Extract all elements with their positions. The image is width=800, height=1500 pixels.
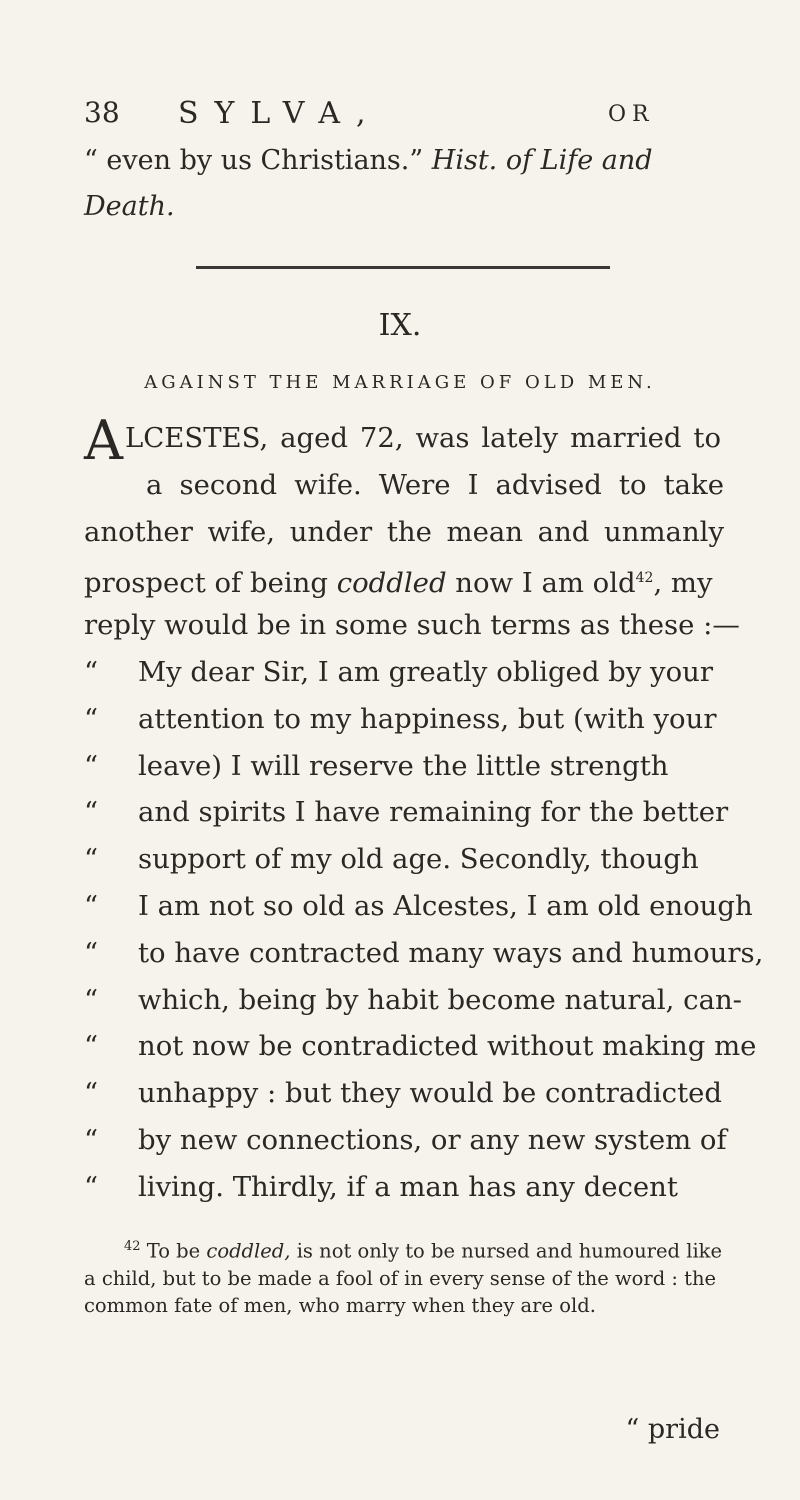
running-title-or: OR: [608, 102, 655, 127]
body-line: “ living. Thirdly, if a man has any decent: [84, 1170, 678, 1203]
catchword: “ pride: [625, 1414, 720, 1445]
body-line: reply would be in some such terms as these :—: [84, 609, 740, 642]
body-line: another wife, under the mean and unmanly: [84, 515, 724, 548]
body-line: “ by new connections, or any new system of: [84, 1123, 727, 1156]
body-line: prospect of being coddled now I am old$^{42}$, my: [84, 567, 713, 600]
body-line: “ which, being by habit become natural, can-: [84, 983, 742, 1016]
body-line: “ not now be contradicted without making me: [84, 1030, 757, 1063]
body-line: “ leave) I will reserve the little strength: [84, 749, 669, 782]
body-line: “ attention to my happiness, but (with your: [84, 702, 717, 735]
footnote-text: is not only to be nursed and humoured like a child, but to be made a fool of in every sense of the word : the common fate of men, who marry when they are old.: [84, 1239, 723, 1317]
section-divider: [196, 266, 610, 269]
footnote-marker: 42: [124, 1239, 141, 1254]
section-heading: AGAINST THE MARRIAGE OF OLD MEN.: [144, 372, 656, 393]
body-line: “ support of my old age. Secondly, though: [84, 843, 699, 876]
previous-quote-continuation: [84, 138, 724, 230]
footnote-reference: 42: [635, 570, 654, 587]
footnote: $^{42}$ To be coddled, is not only to be nursed and humoured like a child, but to be made a fool of in every sense of the word : the common fate of men, who marry when they are old.: [84, 1239, 723, 1317]
body-line: “ to have contracted many ways and humours,: [84, 936, 764, 969]
page-header: [84, 96, 724, 136]
page-number: 38: [84, 96, 120, 129]
body-line: A LCESTES, aged 72, was lately married to: [84, 409, 721, 472]
body-line: “ My dear Sir, I am greatly obliged by your: [84, 655, 714, 688]
running-title: SYLVA,: [178, 96, 382, 131]
body-line: a second wife. Were I advised to take: [146, 468, 724, 501]
body-line: “ unhappy : but they would be contradicted: [84, 1077, 722, 1110]
section-body: [84, 409, 764, 1211]
section-numeral: IX.: [378, 308, 422, 343]
drop-cap: A: [84, 409, 123, 472]
quote-source: Hist. of Life and Death.: [84, 145, 653, 222]
body-line: “ I am not so old as Alcestes, I am old enough: [84, 889, 753, 922]
coddled-word: coddled: [336, 567, 447, 600]
footnote-term: coddled,: [206, 1239, 291, 1263]
quote-text: “ even by us Christians.”: [84, 145, 424, 176]
body-line: “ and spirits I have remaining for the better: [84, 796, 729, 829]
